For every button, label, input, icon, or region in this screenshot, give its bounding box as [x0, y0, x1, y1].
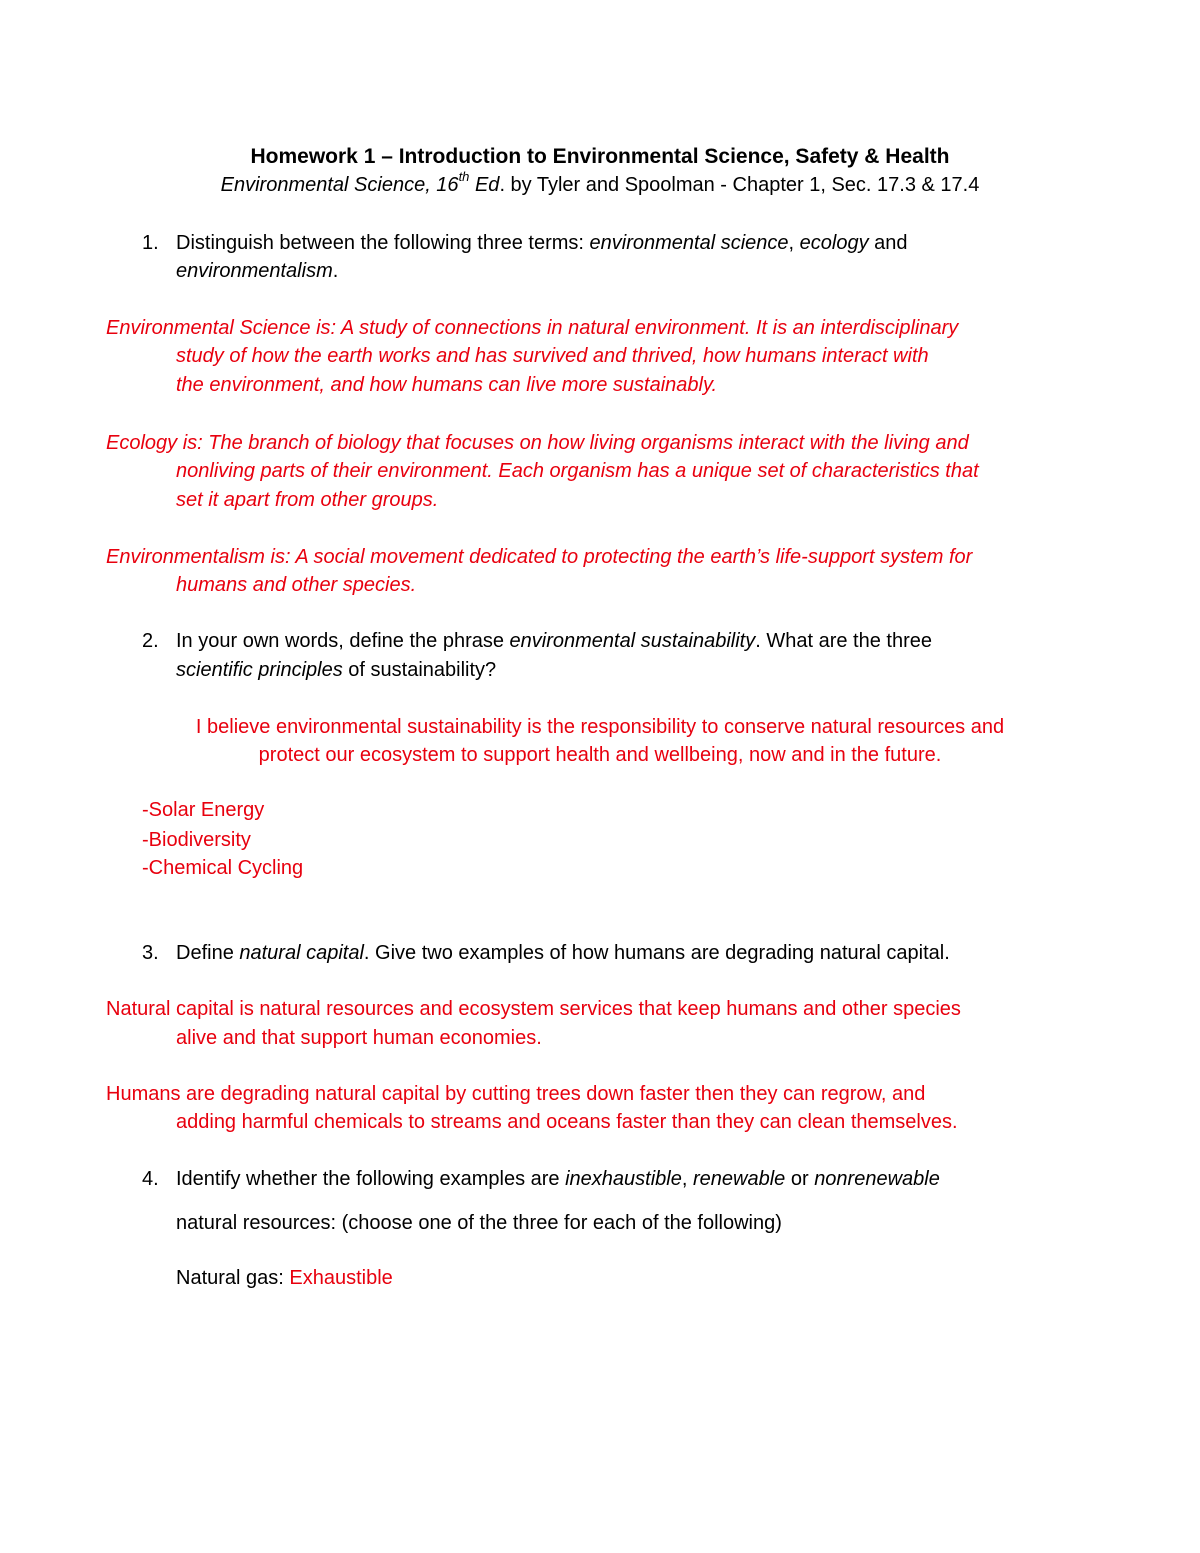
q3-text-end: . Give two examples of how humans are degrading natural capital. [363, 942, 950, 964]
q2-text-end: . What are the three [755, 630, 932, 652]
book-title: Environmental Science, 16 [220, 174, 459, 196]
q4-term-inexhaustible: inexhaustible [565, 1168, 682, 1190]
document-title: Homework 1 – Introduction to Environmental Science, Safety & Health [250, 145, 950, 168]
answer-env-sci-line-3: the environment, and how humans can live more sustainably. [176, 374, 718, 396]
natural-gas-answer: Exhaustible [289, 1267, 393, 1289]
question-2-number: 2. [142, 630, 159, 652]
answer-natural-capital-line-1: Natural capital is natural resources and ecosystem services that keep humans and other species [106, 998, 961, 1020]
edition-superscript: th [458, 169, 470, 185]
answer-environmentalism-line-2: humans and other species. [176, 574, 417, 596]
principle-chemical-cycling: -Chemical Cycling [142, 857, 304, 879]
question-3-number: 3. [142, 942, 159, 964]
answer-natural-capital-line-2: alive and that support human economies. [176, 1027, 542, 1049]
q4-term-renewable: renewable [692, 1168, 786, 1190]
answer-ecology-line-1: Ecology is: The branch of biology that focuses on how living organisms interact with the living and [106, 432, 969, 454]
answer-degrading-line-1: Humans are degrading natural capital by cutting trees down faster then they can regrow, and [106, 1083, 926, 1105]
q1-term-env-sci: environmental science [589, 232, 789, 254]
question-4-line-1 [176, 1166, 940, 1192]
question-2-line-1 [176, 628, 932, 654]
q1-period: . [332, 260, 339, 282]
principle-biodiversity: -Biodiversity [142, 829, 251, 851]
answer-degrading-line-2: adding harmful chemicals to streams and oceans faster than they can clean themselves. [176, 1111, 958, 1133]
q1-text: Distinguish between the following three terms: [176, 232, 590, 254]
natural-gas-label: Natural gas: [176, 1267, 290, 1289]
answer-ecology-line-3: set it apart from other groups. [176, 489, 439, 511]
q4-or: or [785, 1168, 815, 1190]
q4-text: Identify whether the following examples are [176, 1168, 566, 1190]
answer-environmentalism-line-1: Environmentalism is: A social movement dedicated to protecting the earth’s life-support system for [106, 546, 973, 568]
q4-term-nonrenewable: nonrenewable [814, 1168, 940, 1190]
edition-label: Ed [469, 174, 500, 196]
subtitle-rest: . by Tyler and Spoolman - Chapter 1, Sec. 17.3 & 17.4 [499, 174, 980, 196]
q4-comma: , [681, 1168, 693, 1190]
question-4-number: 4. [142, 1168, 159, 1190]
question-1-line-1 [176, 230, 908, 256]
answer-sustainability-line-1: I believe environmental sustainability is the responsibility to conserve natural resources and [195, 716, 1005, 738]
question-1-line-2 [176, 258, 338, 284]
answer-sustainability-line-2: protect our ecosystem to support health and wellbeing, now and in the future. [258, 744, 942, 766]
q2-text: In your own words, define the phrase [176, 630, 510, 652]
question-2-line-2 [176, 657, 496, 683]
question-4-line-2: natural resources: (choose one of the three for each of the following) [176, 1212, 782, 1234]
question-1-number: 1. [142, 232, 159, 254]
answer-env-sci-line-2: study of how the earth works and has survived and thrived, how humans interact with [176, 345, 929, 367]
q3-term-natural-capital: natural capital [239, 942, 364, 964]
q2-text-tail: of sustainability? [342, 659, 497, 681]
document-subtitle [0, 169, 1200, 198]
natural-gas-item [176, 1265, 393, 1291]
q3-text: Define [176, 942, 240, 964]
q1-comma: , [788, 232, 800, 254]
question-3-line-1 [176, 940, 950, 966]
answer-ecology-line-2: nonliving parts of their environment. Each organism has a unique set of characteristics that [176, 460, 979, 482]
answer-env-sci-line-1: Environmental Science is: A study of connections in natural environment. It is an interdisciplinary [106, 317, 959, 339]
principle-solar-energy: -Solar Energy [142, 799, 265, 821]
q1-and: and [868, 232, 908, 254]
q1-term-ecology: ecology [799, 232, 869, 254]
q1-term-environmentalism: environmentalism [176, 260, 333, 282]
q2-term-principles: scientific principles [176, 659, 343, 681]
q2-term-sustainability: environmental sustainability [509, 630, 756, 652]
